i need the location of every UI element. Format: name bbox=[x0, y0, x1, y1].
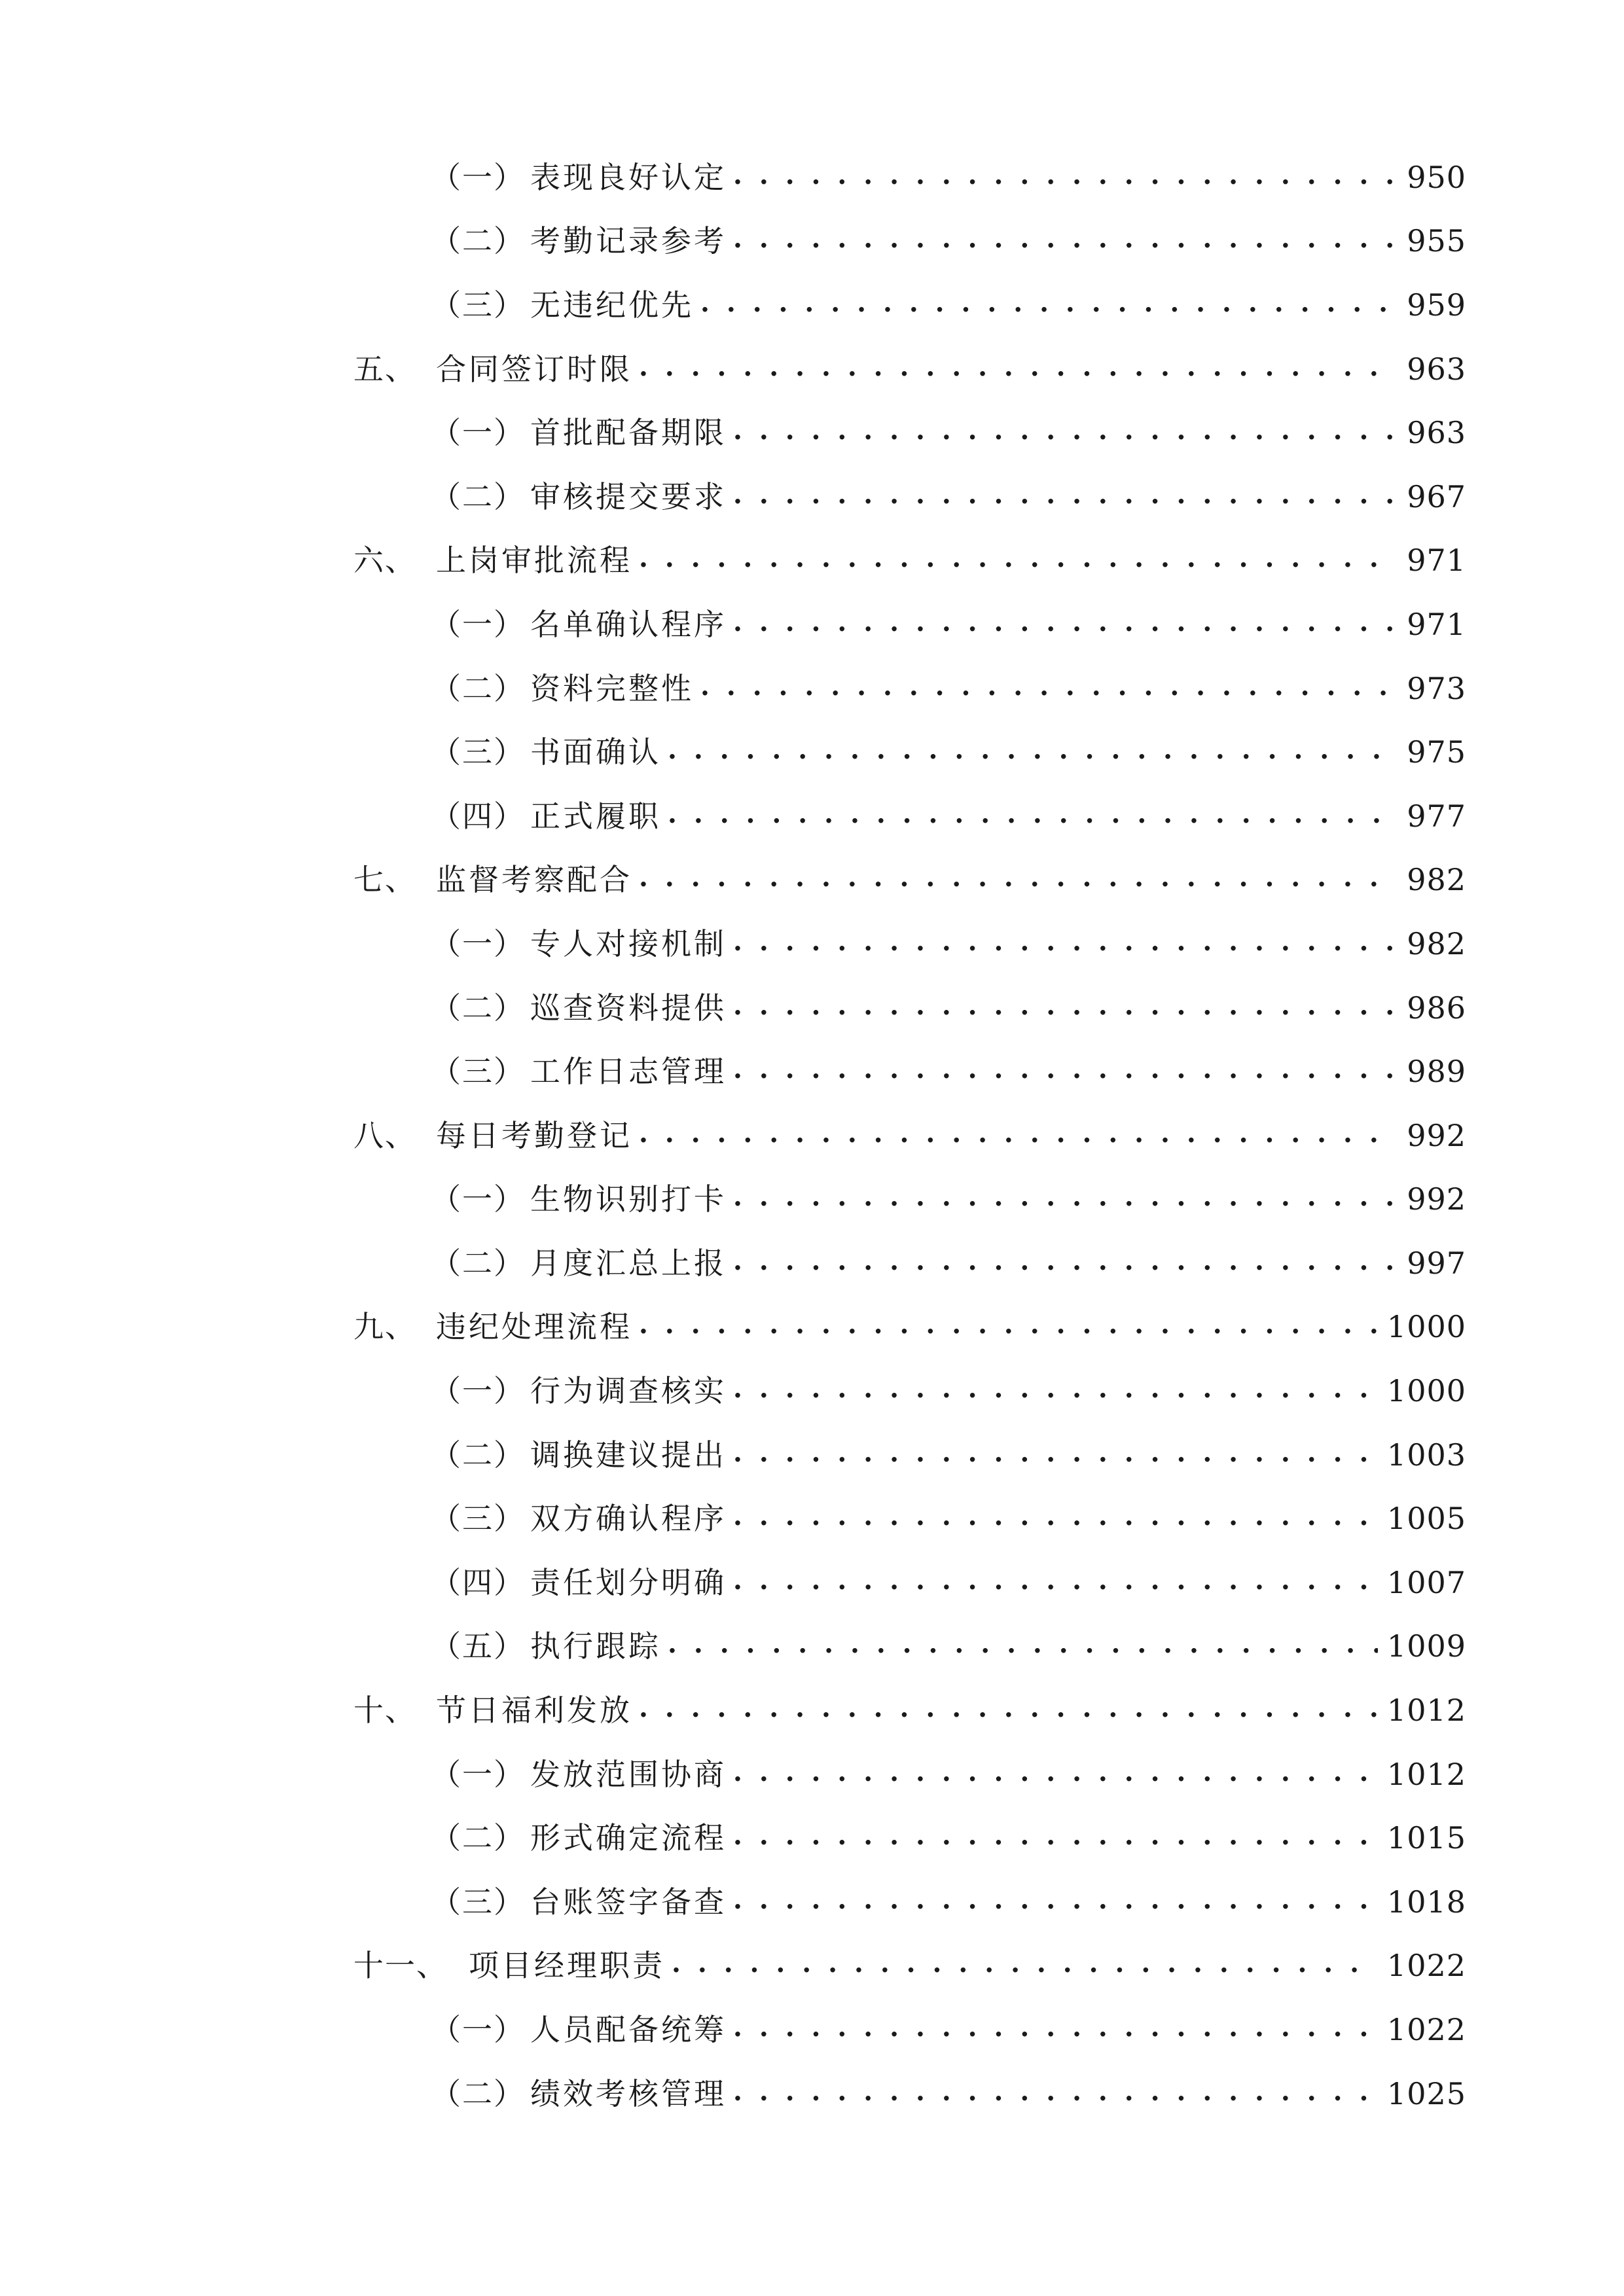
toc-dot-leader bbox=[733, 418, 1398, 448]
toc-entry-page-number: 1009 bbox=[1386, 1628, 1466, 1664]
toc-entry[interactable] bbox=[353, 1486, 1466, 1551]
toc-entry-title: 表现良好认定 bbox=[530, 159, 727, 195]
toc-entry[interactable] bbox=[353, 401, 1466, 465]
toc-entry-number: 十、 bbox=[353, 1693, 416, 1729]
toc-entry-title: 上岗审批流程 bbox=[436, 543, 632, 579]
toc-dot-leader bbox=[733, 2015, 1378, 2045]
toc-entry[interactable] bbox=[353, 1103, 1466, 1168]
toc-entry-page-number: 971 bbox=[1407, 543, 1466, 579]
toc-entry[interactable] bbox=[353, 784, 1466, 848]
toc-entry-number: （一） bbox=[431, 1373, 525, 1409]
toc-entry-title: 行为调查核实 bbox=[530, 1373, 727, 1409]
toc-dot-leader bbox=[733, 929, 1398, 959]
toc-entry-title: 人员配备统筹 bbox=[530, 2012, 727, 2048]
toc-entry-number: 九、 bbox=[353, 1309, 416, 1345]
toc-entry-title: 绩效考核管理 bbox=[530, 2075, 727, 2111]
toc-dot-leader bbox=[733, 609, 1398, 639]
toc-entry-page-number: 959 bbox=[1407, 287, 1466, 323]
toc-entry-title: 监督考察配合 bbox=[436, 862, 632, 898]
toc-entry-page-number: 963 bbox=[1407, 415, 1466, 451]
toc-dot-leader bbox=[733, 1248, 1398, 1278]
toc-dot-leader bbox=[668, 737, 1398, 767]
toc-entry-title: 名单确认程序 bbox=[530, 606, 727, 642]
toc-dot-leader bbox=[672, 1950, 1378, 1981]
toc-entry-page-number: 1007 bbox=[1386, 1564, 1466, 1600]
toc-entry-number: （一） bbox=[431, 1756, 525, 1792]
toc-entry-page-number: 992 bbox=[1407, 1117, 1466, 1153]
toc-entry[interactable] bbox=[353, 273, 1466, 337]
toc-entry-page-number: 950 bbox=[1407, 159, 1466, 195]
toc-entry-title: 调换建议提出 bbox=[530, 1437, 727, 1473]
toc-dot-leader bbox=[733, 1184, 1398, 1214]
toc-dot-leader bbox=[733, 1440, 1378, 1470]
toc-entry-number: （二） bbox=[431, 990, 525, 1026]
toc-entry-number: （一） bbox=[431, 159, 525, 195]
toc-entry-page-number: 1003 bbox=[1386, 1437, 1466, 1473]
toc-entry-number: （三） bbox=[431, 1054, 525, 1090]
toc-entry-title: 执行跟踪 bbox=[530, 1628, 661, 1664]
toc-entry[interactable] bbox=[353, 1934, 1466, 1998]
toc-entry-page-number: 989 bbox=[1407, 1054, 1466, 1090]
toc-entry-number: （四） bbox=[431, 1564, 525, 1600]
toc-dot-leader bbox=[668, 801, 1398, 831]
toc-entry-title: 巡查资料提供 bbox=[530, 990, 727, 1026]
toc-entry[interactable] bbox=[353, 976, 1466, 1040]
toc-dot-leader bbox=[700, 290, 1398, 320]
toc-entry-number: （三） bbox=[431, 734, 525, 770]
toc-entry-page-number: 1015 bbox=[1386, 1820, 1466, 1856]
toc-entry-title: 专人对接机制 bbox=[530, 925, 727, 961]
toc-entry-number: 六、 bbox=[353, 543, 416, 579]
toc-entry-number: （一） bbox=[431, 925, 525, 961]
toc-entry[interactable] bbox=[353, 465, 1466, 529]
toc-entry-number: （三） bbox=[431, 1501, 525, 1537]
toc-entry[interactable] bbox=[353, 1998, 1466, 2062]
toc-entry[interactable] bbox=[353, 1870, 1466, 1934]
toc-dot-leader bbox=[639, 1121, 1398, 1151]
toc-entry-number: 七、 bbox=[353, 862, 416, 898]
toc-dot-leader bbox=[733, 1503, 1378, 1534]
toc-entry-page-number: 977 bbox=[1407, 798, 1466, 834]
toc-entry-number: （三） bbox=[431, 287, 525, 323]
table-of-contents bbox=[353, 145, 1466, 2125]
toc-entry-number: （二） bbox=[431, 1820, 525, 1856]
toc-entry-title: 节日福利发放 bbox=[436, 1693, 632, 1729]
toc-entry-title: 月度汇总上报 bbox=[530, 1245, 727, 1281]
toc-entry-page-number: 1005 bbox=[1386, 1501, 1466, 1537]
toc-entry-title: 发放范围协商 bbox=[530, 1756, 727, 1792]
toc-entry-title: 书面确认 bbox=[530, 734, 661, 770]
toc-entry[interactable] bbox=[353, 1806, 1466, 1870]
toc-dot-leader bbox=[639, 354, 1398, 384]
toc-entry-page-number: 997 bbox=[1407, 1245, 1466, 1281]
toc-entry[interactable] bbox=[353, 209, 1466, 274]
toc-dot-leader bbox=[733, 1823, 1378, 1853]
toc-entry-number: （一） bbox=[431, 606, 525, 642]
toc-entry-number: （二） bbox=[431, 1245, 525, 1281]
toc-entry-page-number: 982 bbox=[1407, 862, 1466, 898]
toc-entry-number: 十一、 bbox=[353, 1948, 448, 1984]
toc-entry-page-number: 1022 bbox=[1386, 2012, 1466, 2048]
toc-entry[interactable] bbox=[353, 1678, 1466, 1742]
toc-entry-page-number: 986 bbox=[1407, 990, 1466, 1026]
toc-dot-leader bbox=[733, 162, 1398, 192]
toc-entry-title: 首批配备期限 bbox=[530, 415, 727, 451]
toc-entry-number: （二） bbox=[431, 223, 525, 259]
toc-entry-page-number: 963 bbox=[1407, 351, 1466, 387]
toc-entry[interactable] bbox=[353, 592, 1466, 656]
toc-dot-leader bbox=[733, 226, 1398, 256]
toc-entry[interactable] bbox=[353, 912, 1466, 976]
toc-entry-number: （一） bbox=[431, 1181, 525, 1217]
toc-entry-page-number: 992 bbox=[1407, 1181, 1466, 1217]
toc-entry-title: 形式确定流程 bbox=[530, 1820, 727, 1856]
toc-entry-page-number: 971 bbox=[1407, 606, 1466, 642]
toc-entry-title: 台账签字备查 bbox=[530, 1884, 727, 1920]
toc-entry-title: 生物识别打卡 bbox=[530, 1181, 727, 1217]
toc-entry-number: （二） bbox=[431, 1437, 525, 1473]
toc-entry-number: （一） bbox=[431, 415, 525, 451]
toc-entry-page-number: 1012 bbox=[1386, 1756, 1466, 1792]
toc-entry-title: 双方确认程序 bbox=[530, 1501, 727, 1537]
toc-entry-title: 考勤记录参考 bbox=[530, 223, 727, 259]
toc-dot-leader bbox=[733, 1376, 1378, 1406]
toc-entry-number: （二） bbox=[431, 478, 525, 514]
toc-entry[interactable] bbox=[353, 1231, 1466, 1295]
toc-entry[interactable] bbox=[353, 2062, 1466, 2126]
toc-entry-page-number: 1000 bbox=[1386, 1373, 1466, 1409]
toc-entry[interactable] bbox=[353, 656, 1466, 721]
toc-dot-leader bbox=[733, 2079, 1378, 2109]
toc-entry-number: （四） bbox=[431, 798, 525, 834]
toc-dot-leader bbox=[668, 1631, 1378, 1661]
toc-dot-leader bbox=[733, 482, 1398, 512]
toc-entry-number: 八、 bbox=[353, 1117, 416, 1153]
toc-entry-page-number: 975 bbox=[1407, 734, 1466, 770]
toc-entry[interactable] bbox=[353, 145, 1466, 209]
toc-entry-title: 资料完整性 bbox=[530, 670, 694, 706]
toc-entry-title: 违纪处理流程 bbox=[436, 1309, 632, 1345]
toc-dot-leader bbox=[733, 1056, 1398, 1086]
toc-entry[interactable] bbox=[353, 1423, 1466, 1487]
toc-dot-leader bbox=[733, 1759, 1378, 1789]
toc-entry-title: 无违纪优先 bbox=[530, 287, 694, 323]
toc-entry-page-number: 1012 bbox=[1386, 1693, 1466, 1729]
toc-entry[interactable] bbox=[353, 720, 1466, 784]
toc-entry-number: （二） bbox=[431, 2075, 525, 2111]
toc-entry-page-number: 955 bbox=[1407, 223, 1466, 259]
toc-entry-number: （三） bbox=[431, 1884, 525, 1920]
toc-dot-leader bbox=[639, 1312, 1378, 1342]
toc-entry-page-number: 982 bbox=[1407, 925, 1466, 961]
toc-entry[interactable] bbox=[353, 337, 1466, 401]
toc-entry[interactable] bbox=[353, 1039, 1466, 1103]
toc-entry-page-number: 1022 bbox=[1386, 1948, 1466, 1984]
toc-entry[interactable] bbox=[353, 1168, 1466, 1232]
toc-dot-leader bbox=[700, 673, 1398, 704]
toc-entry-page-number: 1000 bbox=[1386, 1309, 1466, 1345]
toc-dot-leader bbox=[733, 1568, 1378, 1598]
toc-dot-leader bbox=[639, 1695, 1378, 1725]
toc-dot-leader bbox=[733, 993, 1398, 1023]
toc-entry[interactable] bbox=[353, 1295, 1466, 1359]
toc-entry-page-number: 1025 bbox=[1386, 2075, 1466, 2111]
toc-entry-number: 五、 bbox=[353, 351, 416, 387]
toc-entry-title: 责任划分明确 bbox=[530, 1564, 727, 1600]
toc-entry-title: 项目经理职责 bbox=[469, 1948, 665, 1984]
toc-dot-leader bbox=[639, 865, 1398, 895]
toc-entry-title: 工作日志管理 bbox=[530, 1054, 727, 1090]
toc-entry[interactable] bbox=[353, 1615, 1466, 1679]
toc-dot-leader bbox=[639, 545, 1398, 575]
toc-entry[interactable] bbox=[353, 1359, 1466, 1423]
toc-entry-number: （一） bbox=[431, 2012, 525, 2048]
toc-entry[interactable] bbox=[353, 529, 1466, 593]
toc-entry-title: 审核提交要求 bbox=[530, 478, 727, 514]
toc-entry-title: 正式履职 bbox=[530, 798, 661, 834]
toc-entry-title: 合同签订时限 bbox=[436, 351, 632, 387]
toc-entry[interactable] bbox=[353, 848, 1466, 912]
toc-entry-page-number: 1018 bbox=[1386, 1884, 1466, 1920]
toc-entry-number: （二） bbox=[431, 670, 525, 706]
toc-entry-page-number: 973 bbox=[1407, 670, 1466, 706]
toc-dot-leader bbox=[733, 1887, 1378, 1917]
toc-entry-title: 每日考勤登记 bbox=[436, 1117, 632, 1153]
toc-entry-page-number: 967 bbox=[1407, 478, 1466, 514]
toc-entry[interactable] bbox=[353, 1742, 1466, 1806]
toc-entry[interactable] bbox=[353, 1551, 1466, 1615]
toc-entry-number: （五） bbox=[431, 1628, 525, 1664]
